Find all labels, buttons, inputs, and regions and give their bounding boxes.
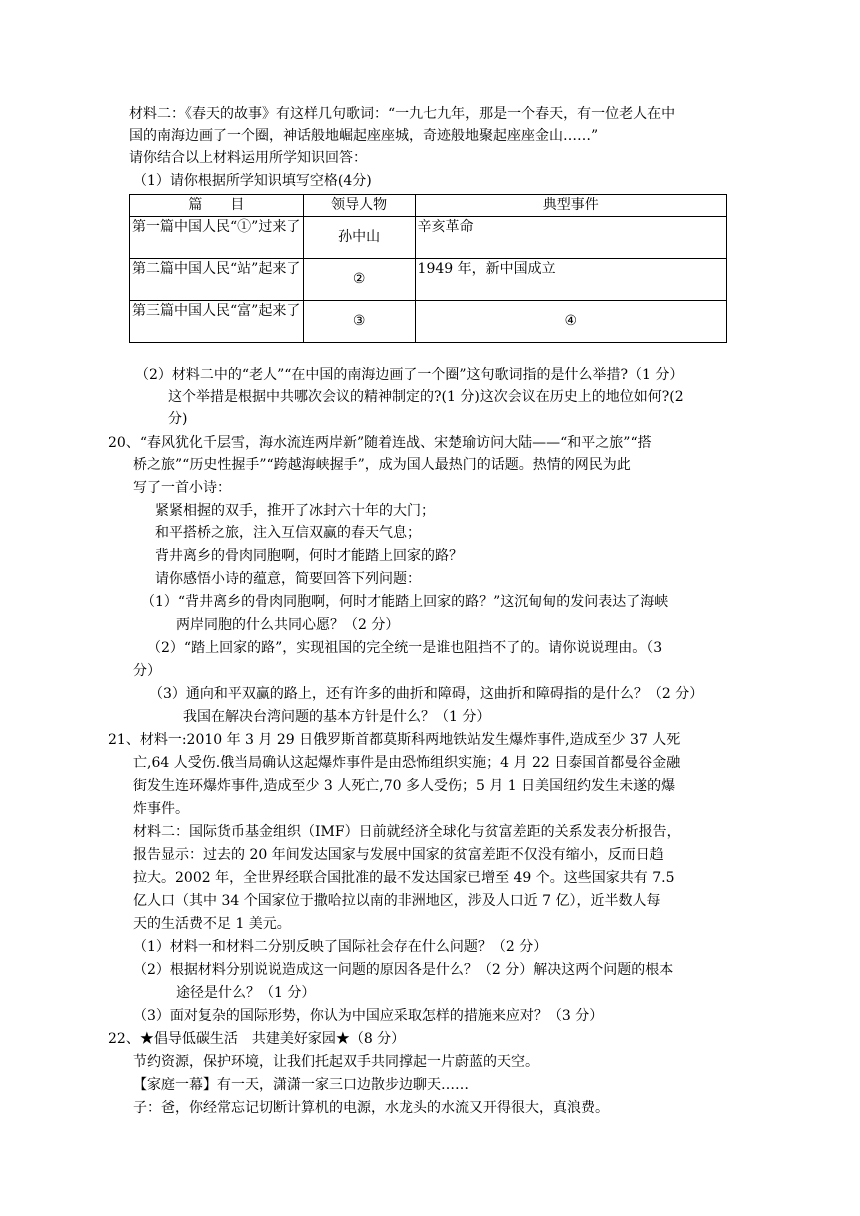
table-cell-title: 第一篇中国人民“①”过来了: [130, 217, 304, 259]
question-22-line-3: 子：爸，你经常忘记切断计算机的电源，水龙头的水流又开得很大，真浪费。: [133, 1100, 609, 1116]
question-21-line-8: 亿人口（其中 34 个国家位于撒哈拉以南的非洲地区，涉及人口近 7 亿），近半数人每: [133, 893, 661, 909]
question-21-line-3: 街发生连环爆炸事件,造成至少 3 人死亡,70 多人受伤；5 月 1 日美国纽约发生未遂的爆: [133, 778, 676, 794]
question-22-title: 22、★倡导低碳生活 共建美好家园★（8 分）: [108, 1031, 406, 1047]
question-19-2-line-2: 这个举措是根据中共哪次会议的精神制定的?(1 分)这次会议在历史上的地位如何?(2: [168, 389, 684, 405]
poem-line-3: 背井离乡的骨肉同胞啊，何时才能踏上回家的路？: [155, 548, 463, 564]
question-21-line-6: 报告显示：过去的 20 年间发达国家与发展中国家的贫富差距不仅没有缩小，反而日趋: [133, 847, 664, 863]
question-19-2-line-3: 分): [168, 411, 188, 427]
question-20-2-line-2: 分）: [133, 663, 161, 679]
table-cell-event: 1949 年，新中国成立: [415, 259, 726, 301]
question-20-line-1: 20、“春风犹化千层雪，海水流连两岸新”随着连战、宋楚瑜访问大陆——“和平之旅”“搭: [108, 435, 652, 451]
question-21-2-line-1: （2）根据材料分别说说造成这一问题的原因各是什么？（2 分）解决这两个问题的根本: [133, 962, 674, 978]
question-21-line-5: 材料二：国际货币基金组织（IMF）日前就经济全球化与贫富差距的关系发表分析报告，: [133, 824, 681, 840]
table-row: [130, 259, 727, 301]
table-cell-title: 第二篇中国人民“站”起来了: [130, 259, 304, 301]
table-cell-leader: 孙中山: [303, 217, 415, 259]
instruction-line: 请你结合以上材料运用所学知识回答：: [129, 150, 367, 166]
question-20-2-line-1: （2）“踏上回家的路”，实现祖国的完全统一是谁也阻挡不了的。请你说说理由。（3: [147, 640, 663, 656]
question-21-3: （3）面对复杂的国际形势，你认为中国应采取怎样的措施来应对？（3 分）: [133, 1008, 604, 1024]
question-20-instruction: 请你感悟小诗的蕴意，简要回答下列问题：: [155, 571, 421, 587]
table-cell-event: 辛亥革命: [415, 217, 726, 259]
question-21-line-9: 天的生活费不足 1 美元。: [133, 916, 291, 932]
question-20-3-line-1: （3）通向和平双赢的路上，还有许多的曲折和障碍，这曲折和障碍指的是什么？（2 分）: [149, 686, 704, 702]
fill-in-table: [129, 194, 727, 343]
table-row: [130, 217, 727, 259]
poem-line-1: 紧紧相握的双手，推开了冰封六十年的大门；: [155, 503, 435, 519]
question-21-line-7: 拉大。2002 年，全世界经联合国批准的最不发达国家已增至 49 个。这些国家共有 7.5: [133, 870, 675, 886]
question-20-line-2: 桥之旅”“历史性握手”“跨越海峡握手”，成为国人最热门的话题。热情的网民为此: [133, 457, 631, 473]
question-19-2-line-1: （2）材料二中的“老人”“在中国的南海边画了一个圈”这句歌词指的是什么举措?（1 分）: [135, 367, 684, 383]
question-22-line-1: 节约资源，保护环境，让我们托起双手共同撑起一片蔚蓝的天空。: [133, 1054, 539, 1070]
table-cell-leader: ③: [303, 301, 415, 343]
question-22-line-2: 【家庭一幕】有一天，潇潇一家三口边散步边聊天……: [133, 1077, 469, 1093]
question-21-line-2: 亡,64 人受伤.俄当局确认这起爆炸事件是由恐怖组织实施；4 月 22 日泰国首都曼谷金融: [133, 755, 681, 771]
material-two-line-2: 国的南海边画了一个圈，神话般地崛起座座城，奇迹般地聚起座座金山……”: [129, 128, 599, 144]
table-header-leader: 领导人物: [303, 195, 415, 217]
question-20-line-3: 写了一首小诗：: [133, 480, 231, 496]
table-header-event: 典型事件: [415, 195, 726, 217]
question-20-3-line-2: 我国在解决台湾问题的基本方针是什么？（1 分）: [183, 709, 491, 725]
table-cell-leader: ②: [303, 259, 415, 301]
table-header-chapter: 篇 目: [130, 195, 304, 217]
table-cell-event: ④: [415, 301, 726, 343]
question-21-line-4: 炸事件。: [133, 801, 189, 817]
poem-line-2: 和平搭桥之旅，注入互信双赢的春天气息；: [155, 525, 421, 541]
question-21-1: （1）材料一和材料二分别反映了国际社会存在什么问题？（2 分）: [133, 939, 548, 955]
table-row: [130, 301, 727, 343]
question-21-line-1: 21、材料一:2010 年 3 月 29 日俄罗斯首都莫斯科两地铁站发生爆炸事件,造成至少 37 人死: [108, 732, 681, 748]
question-20-1-line-1: （1）“背井离乡的骨肉同胞啊，何时才能踏上回家的路？”这沉甸甸的发问表达了海峡: [141, 594, 669, 610]
question-20-1-line-2: 两岸同胞的什么共同心愿？（2 分）: [176, 617, 400, 633]
table-cell-title: 第三篇中国人民“富”起来了: [130, 301, 304, 343]
question-21-2-line-2: 途径是什么？（1 分）: [176, 985, 316, 1001]
material-two-line-1: 材料二：《春天的故事》有这样几句歌词：“一九七九年，那是一个春天，有一位老人在中: [129, 106, 676, 122]
question-19-1: （1）请你根据所学知识填写空格(4分): [133, 173, 372, 189]
